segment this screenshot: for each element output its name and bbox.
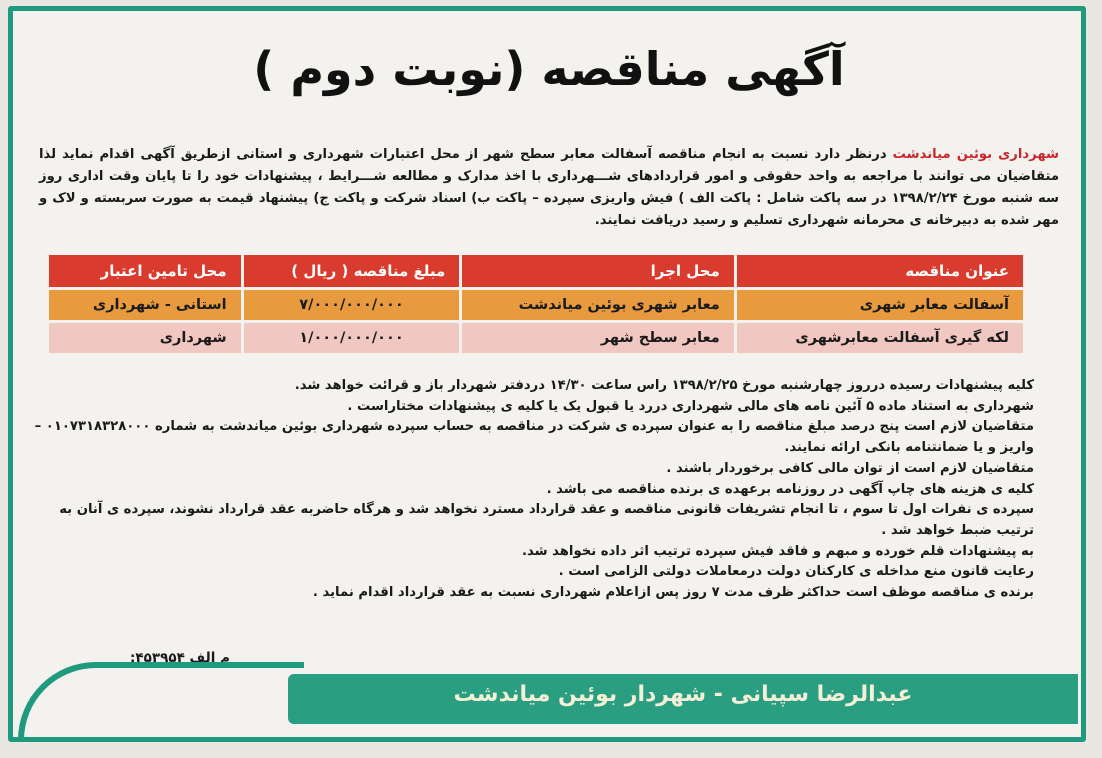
clause-item: شهرداری به استناد ماده ۵ آئین نامه های مالی شهرداری دررد یا قبول یک یا کلیه ی پیشنهادات مختاراست . bbox=[347, 398, 1034, 414]
intro-text: درنظر دارد نسبت به انجام مناقصه آسفالت معابر سطح شهر از محل اعتبارات شهرداری و استانی ازطریق آگهی اقدام نماید لذا متقاضیان می توانند با مراجعه به واحد حقوقی و امور قراردادهای شـــهرداری با اخذ مدارک و مطالعه شـــرایط ، پیشنهادات خود را تا پایان وقت اداری روز سه شنبه مورخ ۱۳۹۸/۲/۲۴ در سه پاکت شامل : پاکت الف ) فیش واریزی سپرده – پاکت ب) اسناد شرکت و پاکت ج) پیشنهاد قیمت به صورت سربسته و لاک و مهر شده به دبیرخانه ی محرمانه شهرداری تسلیم و رسید دریافت نمایند. bbox=[39, 147, 1059, 228]
header-funding: محل تامین اعتبار bbox=[49, 255, 241, 287]
cell-funding: شهرداری bbox=[49, 323, 241, 353]
cell-funding: استانی - شهرداری bbox=[49, 290, 241, 320]
tender-table bbox=[46, 252, 1026, 356]
cell-title: لکه گیری آسفالت معابرشهری bbox=[737, 323, 1023, 353]
table-row bbox=[49, 290, 1023, 320]
header-amount: مبلغ مناقصه ( ریال ) bbox=[244, 255, 460, 287]
reference-code: م الف ۴۵۳۹۵۴: bbox=[130, 650, 230, 666]
clause-item: متقاضیان لازم است پنج درصد مبلغ مناقصه را به عنوان سپرده ی شرکت در مناقصه به حساب سپرده شهرداری بوئین میاندشت به شماره ۰۱۰۷۳۱۸۳۲۸۰۰۰ –واریز و یا ضمانتنامه بانکی ارائه نمایند. bbox=[34, 419, 1034, 456]
clause-item: کلیه ی هزینه های چاپ آگهی در روزنامه برعهده ی برنده مناقصه می باشد . bbox=[546, 481, 1034, 497]
table-header-row bbox=[49, 255, 1023, 287]
municipality-name: شهرداری بوئین میاندشت bbox=[892, 147, 1060, 162]
cell-amount: ۱/۰۰۰/۰۰۰/۰۰۰ bbox=[244, 323, 460, 353]
intro-paragraph bbox=[39, 144, 1059, 232]
signature-text: عبدالرضا سپیانی - شهردار بوئین میاندشت bbox=[453, 682, 913, 707]
header-title: عنوان مناقصه bbox=[737, 255, 1023, 287]
signature-bar bbox=[288, 674, 1078, 724]
clause-item: کلیه پیشنهادات رسیده درروز چهارشنبه مورخ ۱۳۹۸/۲/۲۵ راس ساعت ۱۴/۳۰ دردفتر شهردار باز و قرائت خواهد شد. bbox=[294, 378, 1034, 393]
clause-item: رعایت قانون منع مداخله ی کارکنان دولت درمعاملات دولتی الزامی است . bbox=[558, 564, 1034, 580]
cell-amount: ۷/۰۰۰/۰۰۰/۰۰۰ bbox=[244, 290, 460, 320]
header-location: محل اجرا bbox=[462, 255, 733, 287]
clauses-list bbox=[34, 376, 1034, 604]
notice-title: آگهی مناقصه (نوبت دوم ) bbox=[253, 42, 845, 96]
clause-item: سپرده ی نفرات اول تا سوم ، تا انجام تشریفات قانونی مناقصه و عقد قرارداد مسترد نخواهد شد و هرگاه حاضربه عقد قرارداد نشوند، سپرده ی آنان به ترتیب ضبط خواهد شد . bbox=[59, 502, 1034, 538]
cell-title: آسفالت معابر شهری bbox=[737, 290, 1023, 320]
cell-location: معابر سطح شهر bbox=[462, 323, 733, 353]
clause-item: متقاضیان لازم است از توان مالی کافی برخوردار باشند . bbox=[666, 460, 1034, 476]
decorative-swoosh bbox=[18, 662, 304, 740]
clause-item: برنده ی مناقصه موظف است حداکثر ظرف مدت ۷ روز پس ازاعلام شهرداری نسبت به عقد قرارداد اقدام نماید . bbox=[312, 585, 1034, 601]
notice-content bbox=[14, 8, 1084, 746]
cell-location: معابر شهری بوئین میاندشت bbox=[462, 290, 733, 320]
clause-item: به پیشنهادات قلم خورده و مبهم و فاقد فیش سپرده ترتیب اثر داده نخواهد شد. bbox=[521, 543, 1034, 559]
table-row bbox=[49, 323, 1023, 353]
